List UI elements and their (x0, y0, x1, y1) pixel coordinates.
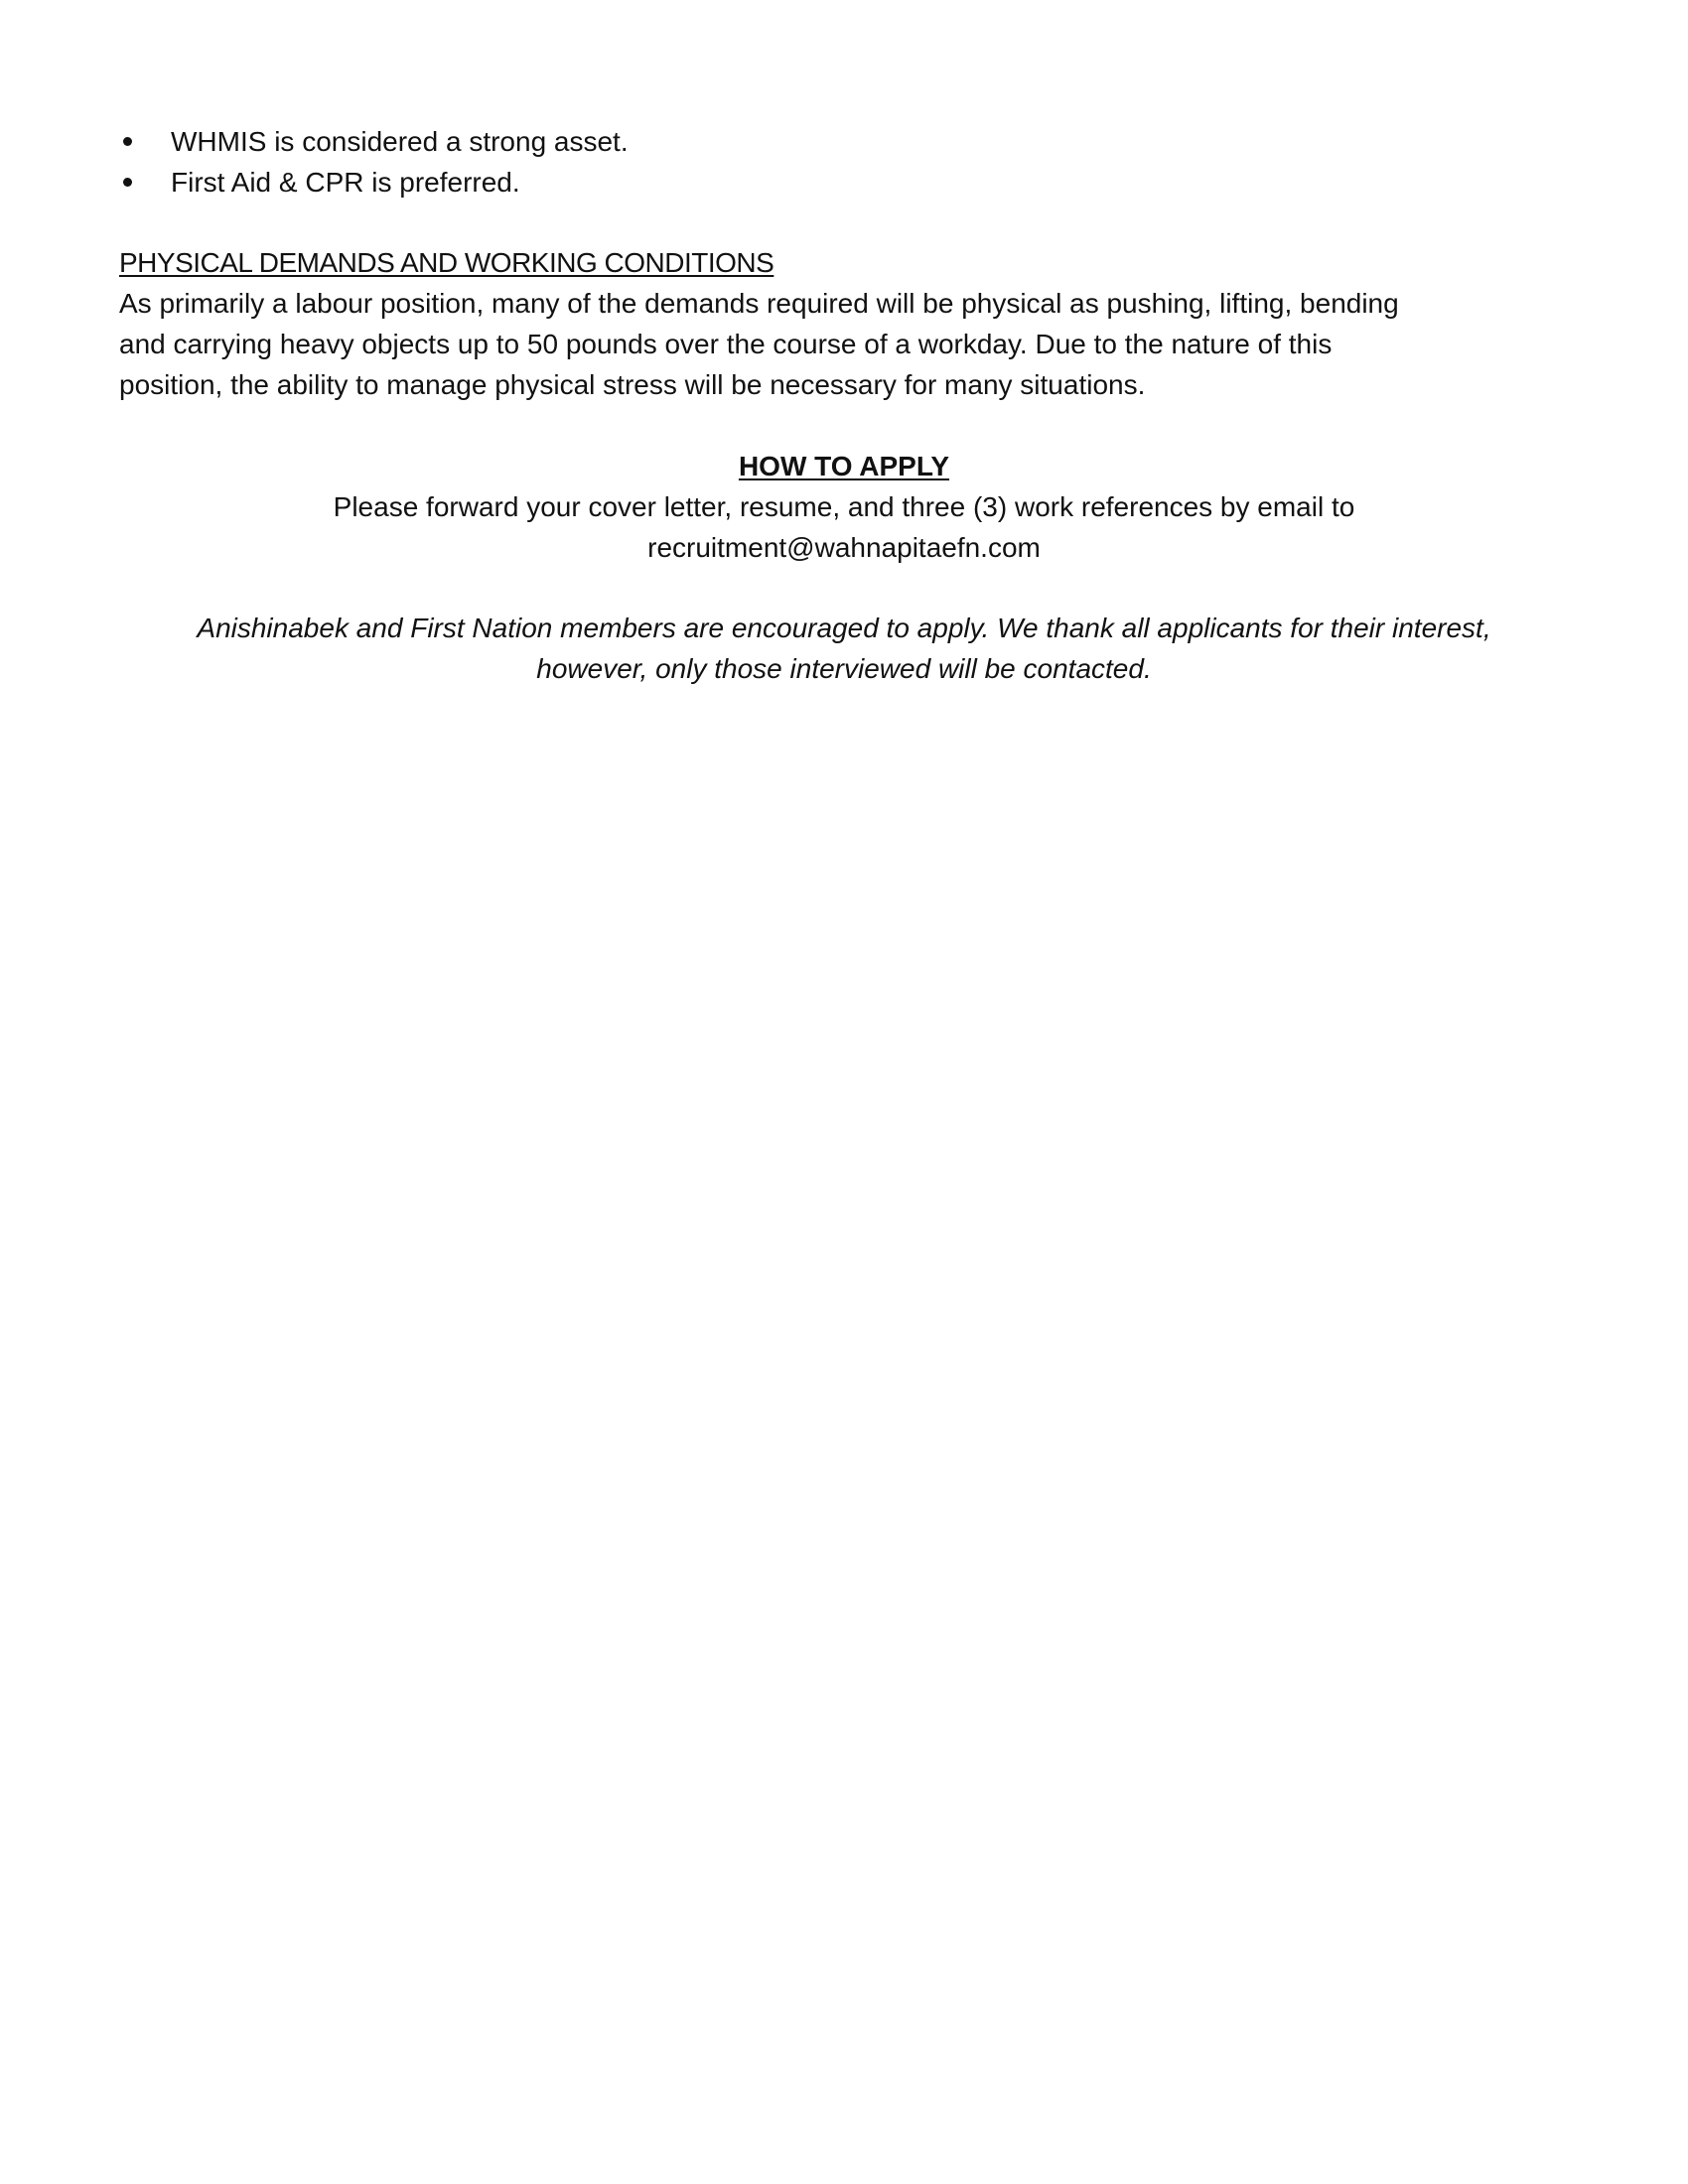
requirements-list (119, 121, 1569, 203)
applicant-note (119, 608, 1569, 689)
how-to-apply-instructions: Please forward your cover letter, resume, and three (3) work references by email to (333, 491, 1355, 522)
paragraph-line: As primarily a labour position, many of the demands required will be physical as pushing, lifting, bending (119, 288, 1399, 319)
paragraph-line: and carrying heavy objects up to 50 pounds over the course of a workday. Due to the nature of this (119, 329, 1333, 359)
physical-demands-paragraph (119, 283, 1569, 405)
note-line: however, only those interviewed will be contacted. (536, 653, 1152, 684)
list-item-text: First Aid & CPR is preferred. (171, 167, 520, 198)
paragraph-line: position, the ability to manage physical stress will be necessary for many situations. (119, 369, 1146, 400)
how-to-apply-heading: HOW TO APPLY (738, 451, 950, 481)
bullet-icon (123, 137, 132, 146)
physical-demands-heading: PHYSICAL DEMANDS AND WORKING CONDITIONS (119, 247, 774, 278)
list-item-text: WHMIS is considered a strong asset. (171, 126, 629, 157)
page-content (119, 121, 1569, 689)
bullet-icon (123, 178, 132, 187)
application-email: recruitment@wahnapitaefn.com (647, 532, 1041, 563)
note-line: Anishinabek and First Nation members are encouraged to apply. We thank all applicants for their interest, (197, 613, 1491, 643)
list-item (119, 162, 1569, 203)
list-item (119, 121, 1569, 162)
